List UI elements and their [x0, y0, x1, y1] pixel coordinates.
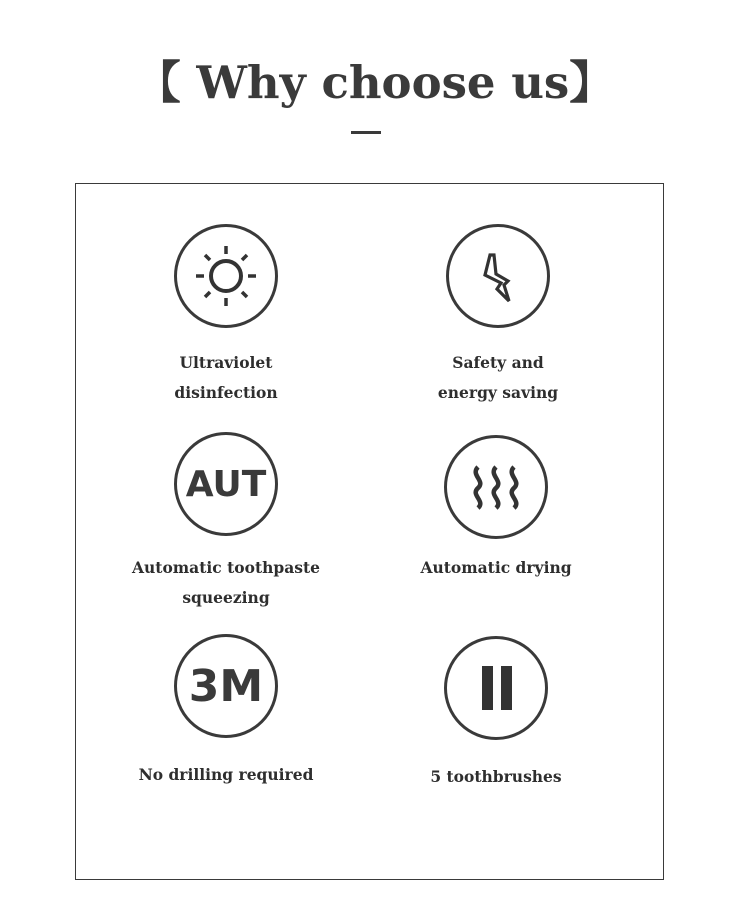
feature-no-drilling	[96, 634, 356, 790]
feature-label: Ultraviolet disinfection	[174, 353, 278, 402]
feature-label: 5 toothbrushes	[430, 767, 562, 786]
feature-icon-circle	[174, 224, 278, 328]
feature-label: Automatic toothpaste squeezing	[131, 558, 320, 607]
feature-toothbrushes	[366, 636, 626, 792]
pause-bars-icon	[461, 653, 531, 723]
feature-label: Safety and energy saving	[437, 353, 559, 402]
feature-icon-circle	[174, 432, 278, 536]
feature-ultraviolet	[96, 224, 356, 408]
feature-icon-circle	[174, 634, 278, 738]
3m-icon-text: 3M	[188, 660, 264, 712]
sun-icon	[191, 241, 261, 311]
feature-label: No drilling required	[138, 765, 314, 784]
page-title: 【 Why choose us】	[135, 56, 615, 109]
feature-icon-circle	[444, 435, 548, 539]
feature-automatic-toothpaste	[96, 432, 356, 613]
lightning-bolt-icon	[463, 241, 533, 311]
feature-label: Automatic drying	[420, 558, 572, 577]
feature-automatic-drying	[366, 435, 626, 583]
aut-icon-text: AUT	[185, 463, 267, 505]
title-divider	[351, 131, 381, 134]
feature-safety	[368, 224, 628, 408]
feature-icon-circle	[446, 224, 550, 328]
feature-icon-circle	[444, 636, 548, 740]
heat-waves-icon	[461, 452, 531, 522]
